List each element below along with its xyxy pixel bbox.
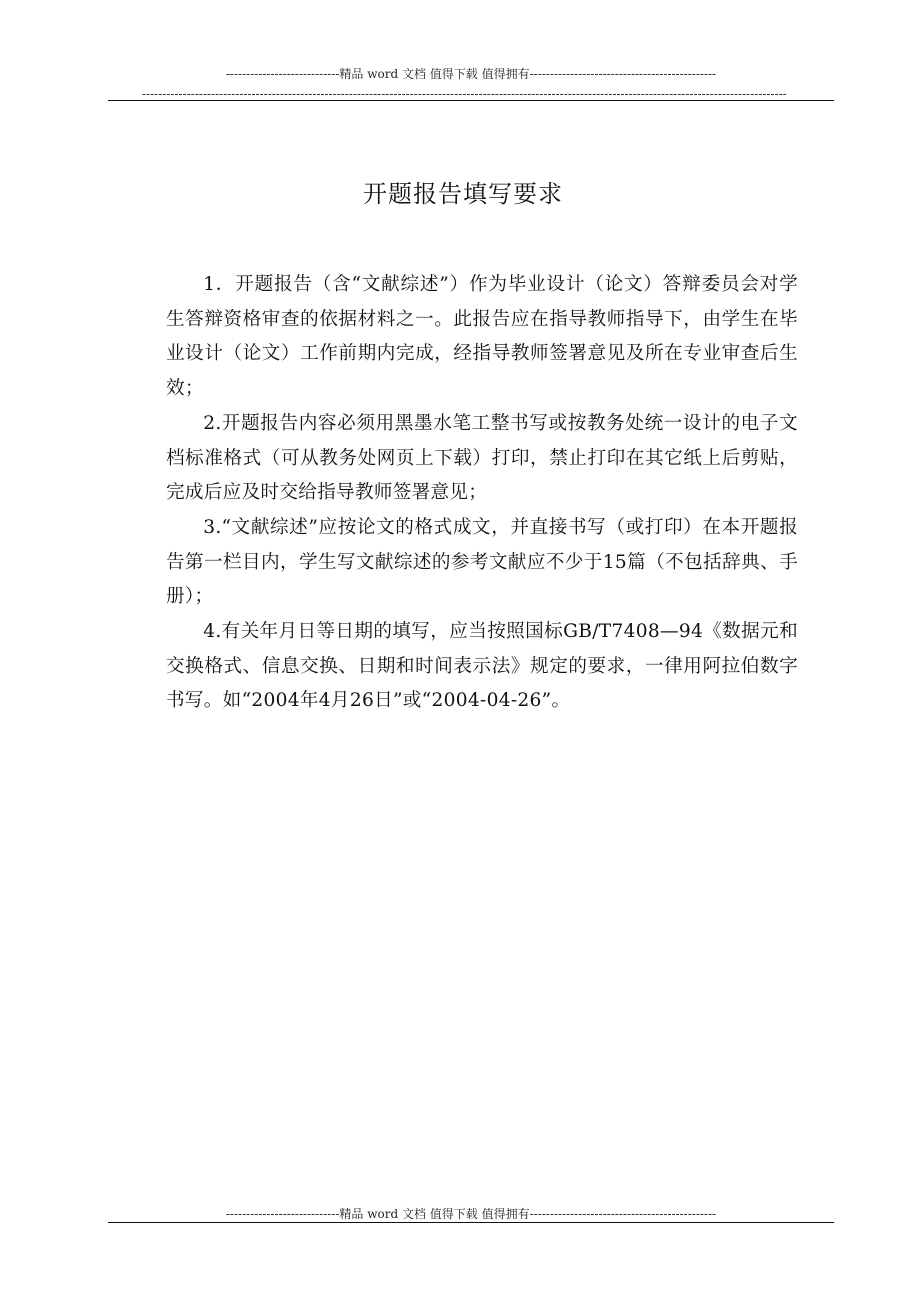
requirements-body	[166, 268, 798, 719]
requirement-item-4: 4.有关年月日等日期的填写，应当按照国标GB/T7408—94《数据元和交换格式、信息交换、日期和时间表示法》规定的要求，一律用阿拉伯数字书写。如“2004年4月26日”或“2004-04-26”。	[166, 621, 798, 712]
footer-rule	[108, 1222, 834, 1223]
requirement-item-1: 1．开题报告（含“文献综述”）作为毕业设计（论文）答辩委员会对学生答辩资格审查的依据材料之一。此报告应在指导教师指导下，由学生在毕业设计（论文）工作前期内完成，经指导教师签署意见及所在专业审查后生效；	[166, 274, 798, 400]
header-text: ----------------------------精品 word 文档 值得下载 值得拥有----------------------------------------------	[225, 67, 717, 81]
page-title: 开题报告填写要求	[363, 180, 563, 208]
requirement-item-3: 3.“文献综述”应按论文的格式成文，并直接书写（或打印）在本开题报告第一栏目内，学生写文献综述的参考文献应不少于15篇（不包括辞典、手册）；	[166, 516, 798, 608]
requirement-item-2: 2.开题报告内容必须用黑墨水笔工整书写或按教务处统一设计的电子文档标准格式（可从教务处网页上下载）打印，禁止打印在其它纸上后剪贴，完成后应及时交给指导教师签署意见；	[166, 412, 798, 504]
header-dash-line: ---------------------------------------------------------------------------------------------------------------------------------------------------------------	[142, 88, 787, 100]
header-rule	[108, 100, 834, 101]
footer-text: ----------------------------精品 word 文档 值得下载 值得拥有----------------------------------------------	[225, 1207, 717, 1221]
